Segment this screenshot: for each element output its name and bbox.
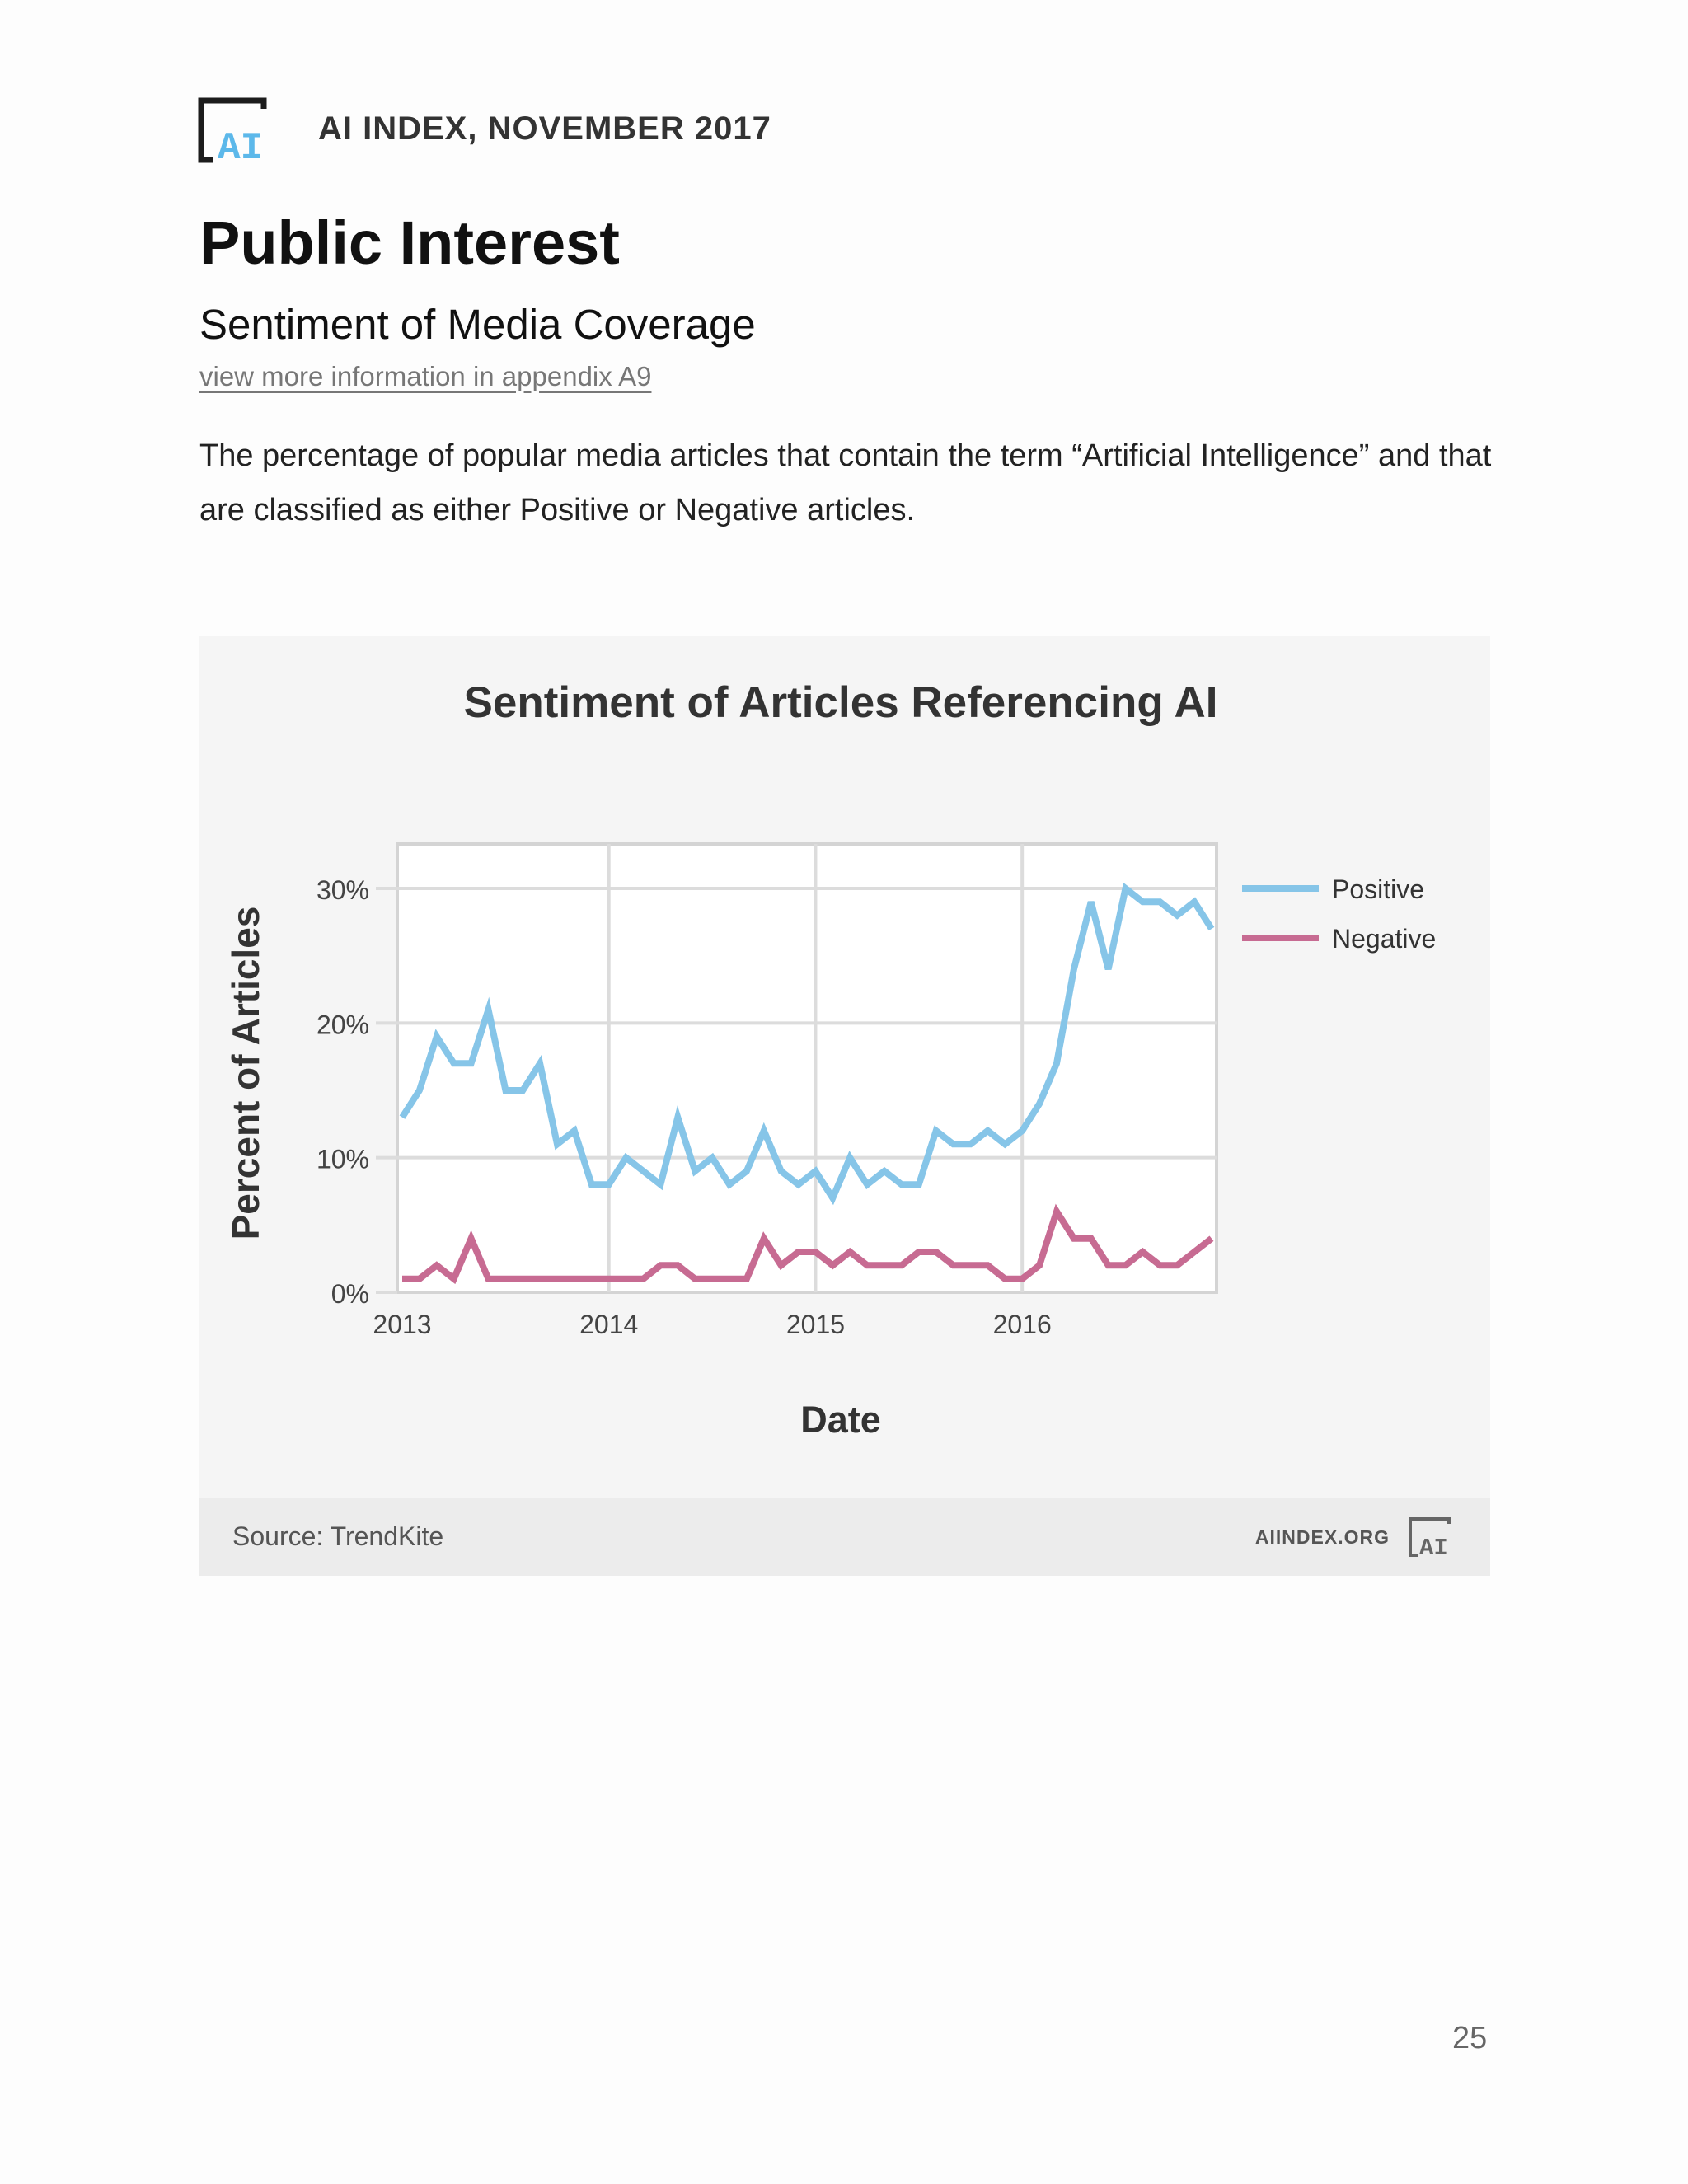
- y-axis-label: Percent of Articles: [224, 906, 267, 1240]
- mini-logo-text: AI: [1419, 1535, 1448, 1558]
- chart-title: Sentiment of Articles Referencing AI: [463, 678, 1218, 727]
- y-tick-label: 10%: [316, 1144, 369, 1174]
- page-number: 25: [1452, 2021, 1488, 2055]
- header-title: AI INDEX, NOVEMBER 2017: [318, 110, 771, 147]
- chart-footer: [199, 1498, 1490, 1576]
- legend-label-negative: Negative: [1332, 924, 1437, 954]
- source-label: Source: TrendKite: [232, 1521, 444, 1551]
- x-tick-label: 2014: [579, 1310, 639, 1339]
- legend: [1242, 874, 1436, 954]
- x-tick-label: 2013: [373, 1310, 432, 1339]
- line-chart: [199, 636, 1490, 1498]
- logo-text: AI: [218, 127, 264, 163]
- y-tick-label: 20%: [316, 1010, 369, 1040]
- description-text: The percentage of popular media articles that contain the term “Artificial Intelligence” and that are classified as either Positive or Negative articles.: [199, 438, 1492, 527]
- appendix-link[interactable]: view more information in appendix A9: [199, 361, 652, 391]
- x-axis-label: Date: [800, 1399, 881, 1441]
- page-title: Public Interest: [199, 209, 620, 277]
- y-tick-label: 30%: [316, 875, 369, 905]
- ai-index-mini-logo: [1408, 1516, 1454, 1558]
- ai-index-logo: [198, 97, 272, 163]
- x-tick-label: 2016: [992, 1310, 1052, 1339]
- section-title: Sentiment of Media Coverage: [199, 301, 756, 348]
- x-tick-label: 2015: [785, 1310, 846, 1339]
- y-tick-label: 0%: [331, 1279, 369, 1309]
- legend-label-positive: Positive: [1332, 874, 1425, 904]
- site-label[interactable]: AIINDEX.ORG: [1254, 1526, 1390, 1548]
- chart-card: [199, 636, 1490, 1576]
